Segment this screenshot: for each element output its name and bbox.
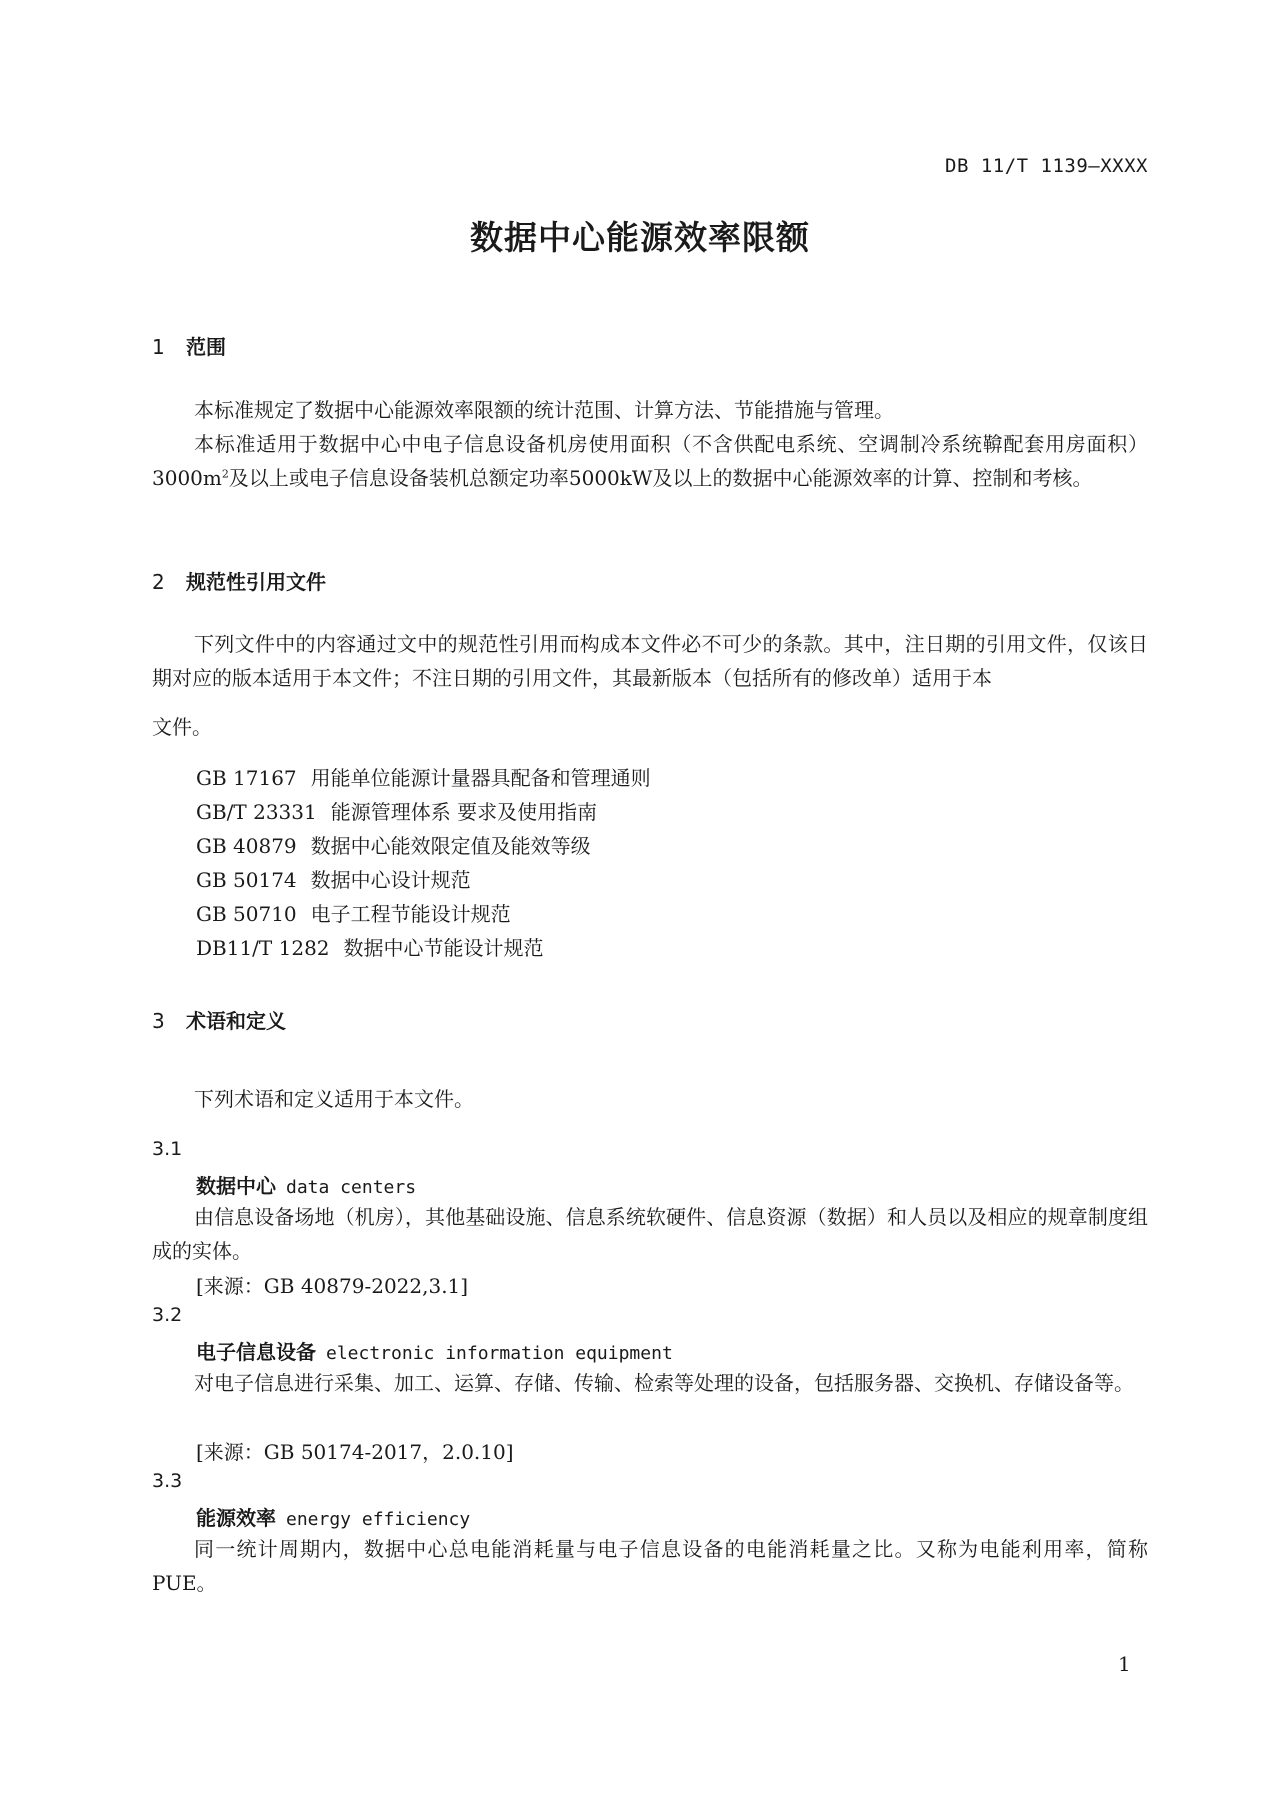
reference-item [196,762,651,791]
term-heading [196,1336,673,1365]
section-title: 范围 [186,335,226,359]
term-source: [来源：GB 40879-2022,3.1] [196,1274,469,1298]
term-number: 3.1 [152,1138,183,1160]
reference-item [196,864,471,893]
paragraph-text: 本标准适用于数据中心中电子信息设备机房使用面积（不含供配电系统、空调制冷系统鞥配套用房面积）3000m [152,432,1148,490]
section-2-paragraph-tail: 文件。 [152,715,212,739]
paragraph-text: 及以上或电子信息设备装机总额定功率5000kW及以上的数据中心能源效率的计算、控制和考核。 [228,466,1093,490]
reference-code: GB 17167 [196,766,297,790]
reference-name: 数据中心能效限定值及能效等级 [310,834,591,858]
term-name-zh: 能源效率 [196,1506,276,1530]
section-3-intro: 下列术语和定义适用于本文件。 [194,1087,474,1111]
term-heading [196,1170,416,1199]
term-source: [来源：GB 50174-2017，2.0.10] [196,1440,514,1464]
reference-name: 数据中心节能设计规范 [343,936,544,960]
document-title: 数据中心能源效率限额 [470,218,810,257]
section-1-heading [152,331,226,360]
section-title: 规范性引用文件 [186,570,326,594]
section-number: 2 [152,570,165,594]
reference-name: 能源管理体系 要求及使用指南 [330,800,598,824]
term-name-en: energy efficiency [286,1509,471,1530]
reference-item [196,932,544,961]
term-definition: 对电子信息进行采集、加工、运算、存储、传输、检索等处理的设备，包括服务器、交换机、存储设备等。 [194,1371,1134,1395]
term-name-zh: 数据中心 [196,1174,276,1198]
reference-code: GB 50710 [196,902,297,926]
reference-name: 用能单位能源计量器具配备和管理通则 [310,766,651,790]
section-2-heading [152,566,326,595]
section-1-paragraph-1: 本标准规定了数据中心能源效率限额的统计范围、计算方法、节能措施与管理。 [194,398,894,422]
section-number: 1 [152,335,165,359]
reference-code: DB11/T 1282 [196,936,330,960]
section-2-paragraph: 下列文件中的内容通过文中的规范性引用而构成本文件必不可少的条款。其中，注日期的引用文件，仅该日期对应的版本适用于本文件；不注日期的引用文件，其最新版本（包括所有的修改单）适用于本 [152,632,1148,690]
reference-item [196,830,591,859]
reference-name: 数据中心设计规范 [310,868,471,892]
reference-name: 电子工程节能设计规范 [310,902,511,926]
standard-code: DB 11/T 1139—XXXX [945,155,1148,177]
term-definition: 同一统计周期内，数据中心总电能消耗量与电子信息设备的电能消耗量之比。又称为电能利用率，简称PUE。 [152,1537,1148,1595]
superscript: 2 [221,467,229,481]
term-name-en: data centers [286,1177,417,1198]
page-number: 1 [1118,1652,1131,1676]
term-definition: 由信息设备场地（机房），其他基础设施、信息系统软硬件、信息资源（数据）和人员以及相应的规章制度组成的实体。 [152,1205,1148,1263]
reference-code: GB 50174 [196,868,297,892]
section-number: 3 [152,1009,165,1033]
term-number: 3.3 [152,1470,183,1492]
reference-item [196,796,597,825]
term-number: 3.2 [152,1304,183,1326]
section-1-paragraph-2 [152,427,1148,495]
term-heading [196,1502,470,1531]
section-3-heading [152,1005,286,1034]
section-title: 术语和定义 [186,1009,286,1033]
reference-code: GB 40879 [196,834,297,858]
reference-code: GB/T 23331 [196,800,317,824]
term-name-en: electronic information equipment [326,1343,673,1364]
term-name-zh: 电子信息设备 [196,1340,316,1364]
reference-item [196,898,511,927]
